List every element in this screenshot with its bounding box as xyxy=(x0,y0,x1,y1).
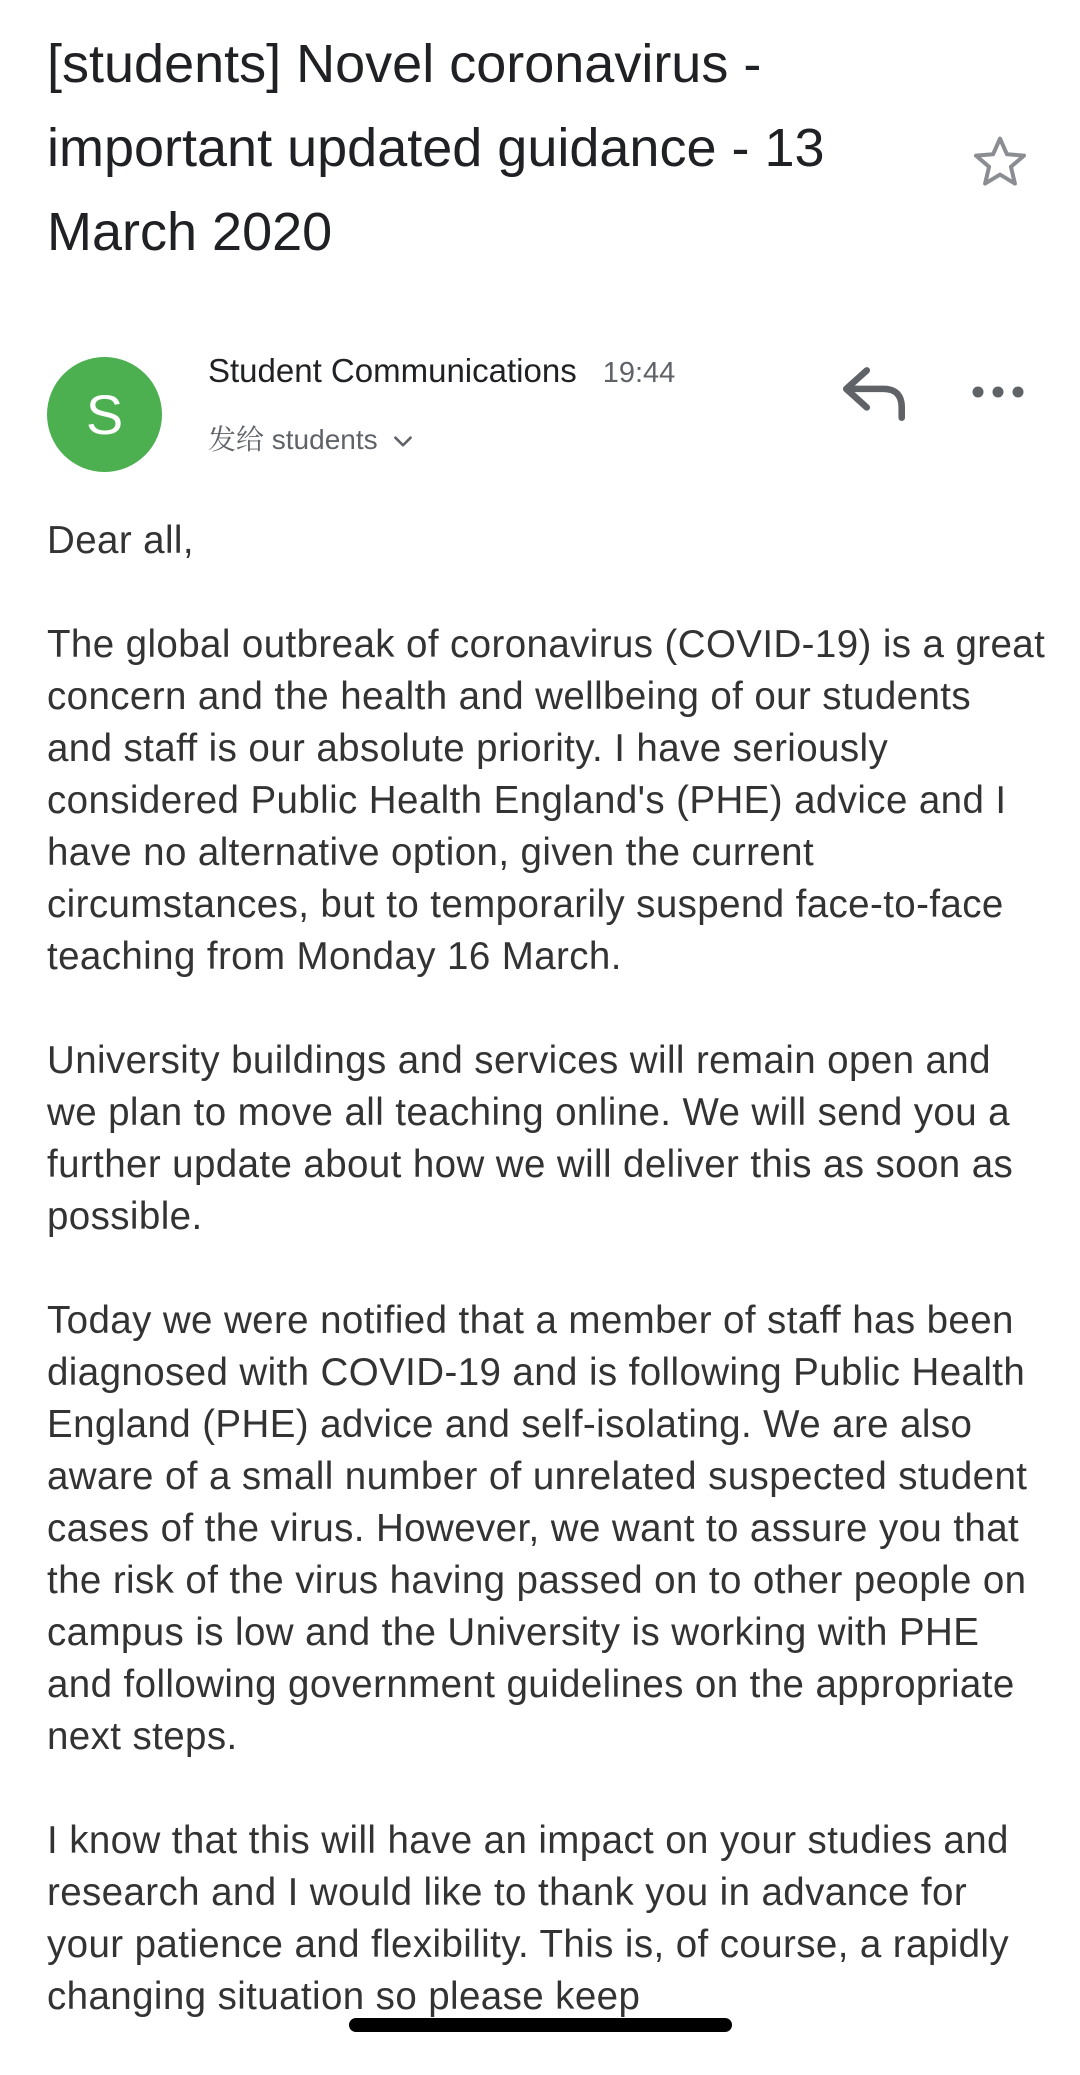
body-paragraph: Today we were notified that a member of staff has been diagnosed with COVID-19 and is following Public Health England (PHE) advice and self-isolating. We are also aware of a small number of unrelated suspected student cases of the virus. However, we want to assure you that the risk of the virus having passed on to other people on campus is low and the University is working with PHE and following government guidelines on the appropriate next steps. xyxy=(47,1299,1028,1758)
body-paragraph: University buildings and services will remain open and we plan to move all teaching online. We will send you a further update about how we will deliver this as soon as possible. xyxy=(47,1039,1014,1238)
more-horizontal-icon[interactable] xyxy=(968,372,1028,412)
email-body xyxy=(47,515,1047,2075)
sender-row xyxy=(208,352,675,394)
email-subject: [students] Novel coronavirus - important updated guidance - 13 March 2020 xyxy=(47,34,825,262)
sent-time: 19:44 xyxy=(602,357,676,389)
body-paragraph: I know that this will have an impact on your studies and research and I would like to thank you in advance for your patience and flexibility. This is, of course, a rapidly changing situation so please keep xyxy=(47,1819,1010,2018)
star-icon[interactable] xyxy=(968,130,1032,194)
home-indicator[interactable] xyxy=(349,2018,732,2032)
avatar[interactable]: S xyxy=(47,357,162,472)
sender-name[interactable]: Student Communications xyxy=(208,352,577,389)
email-greeting: Dear all, xyxy=(47,519,194,562)
recipients-label: 发给 students xyxy=(208,424,378,455)
reply-icon[interactable] xyxy=(838,362,912,424)
body-paragraph: The global outbreak of coronavirus (COVID-19) is a great concern and the health and wellbeing of our students and staff is our absolute priority. I have seriously considered Public Health England's (PHE) advice and I have no alternative option, given the current circumstances, but to temporarily suspend face-to-face teaching from Monday 16 March. xyxy=(47,623,1046,978)
recipients-toggle[interactable] xyxy=(208,418,416,458)
chevron-down-icon xyxy=(390,429,416,455)
